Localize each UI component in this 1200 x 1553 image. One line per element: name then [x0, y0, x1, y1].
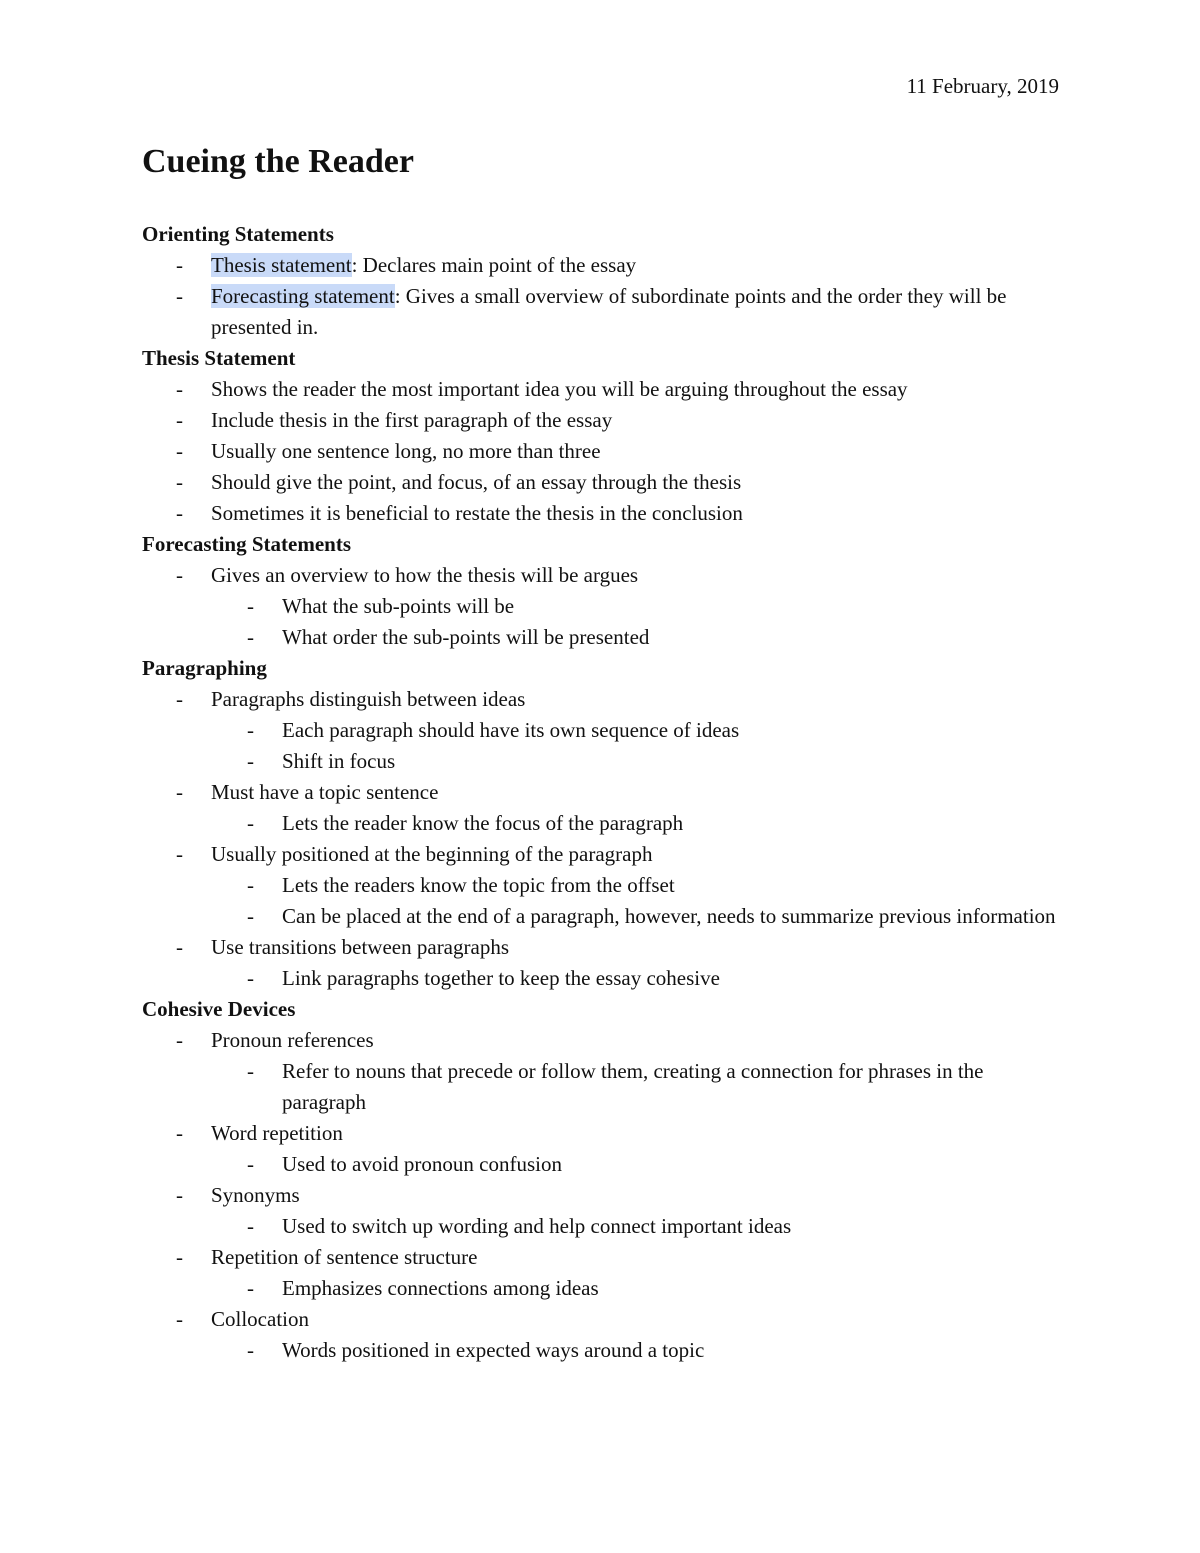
sub-list-item: [142, 1335, 1062, 1366]
sub-list-item-text: Emphasizes connections among ideas: [282, 1276, 599, 1300]
section-heading: Paragraphing: [142, 656, 267, 680]
list-item: [142, 777, 1062, 808]
list-item-text: Include thesis in the first paragraph of the essay: [211, 408, 613, 432]
list-item-text: : Gives a small overview of subordinate points and the order they will be presented in.: [211, 284, 1007, 339]
document-date: 11 February, 2019: [906, 74, 1059, 98]
document-title: Cueing the Reader: [142, 143, 414, 180]
bullet-dash-icon: -: [247, 1214, 254, 1238]
list-item: [142, 839, 1062, 870]
bullet-dash-icon: -: [176, 687, 183, 711]
section-heading: Thesis Statement: [142, 346, 296, 370]
list-item: [142, 1304, 1062, 1335]
sub-list-item-text: Words positioned in expected ways around a topic: [282, 1338, 705, 1362]
bullet-dash-icon: -: [176, 780, 183, 804]
bullet-dash-icon: -: [176, 1245, 183, 1269]
sub-list-item-text: What the sub-points will be: [282, 594, 515, 618]
sub-list-item: [142, 901, 1062, 932]
list-item-text: Pronoun references: [211, 1028, 374, 1052]
list-item: [142, 1025, 1062, 1056]
bullet-dash-icon: -: [176, 1028, 183, 1052]
bullet-dash-icon: -: [176, 439, 183, 463]
sub-list-item-text: Can be placed at the end of a paragraph, however, needs to summarize previous information: [282, 904, 1056, 928]
list-item-text: Should give the point, and focus, of an essay through the thesis: [211, 470, 742, 494]
list-item: [142, 1180, 1062, 1211]
list-item-text: Collocation: [211, 1307, 309, 1331]
list-item: [142, 374, 1062, 405]
bullet-dash-icon: -: [247, 873, 254, 897]
list-item-text: Usually one sentence long, no more than three: [211, 439, 601, 463]
list-item: [142, 932, 1062, 963]
bullet-dash-icon: -: [247, 1152, 254, 1176]
bullet-dash-icon: -: [247, 1338, 254, 1362]
bullet-dash-icon: -: [247, 1059, 254, 1083]
bullet-dash-icon: -: [176, 501, 183, 525]
sub-list-item: [142, 963, 1062, 994]
sub-list-item: [142, 746, 1062, 777]
section-heading: Orienting Statements: [142, 222, 334, 246]
sub-list-item-text: Shift in focus: [282, 749, 396, 773]
document-body: [142, 219, 1062, 1366]
sub-list-item: [142, 870, 1062, 901]
list-item: [142, 560, 1062, 591]
list-item-text: Usually positioned at the beginning of the paragraph: [211, 842, 653, 866]
bullet-dash-icon: -: [247, 966, 254, 990]
list-item: [142, 281, 1062, 343]
bullet-dash-icon: -: [176, 408, 183, 432]
bullet-dash-icon: -: [176, 842, 183, 866]
bullet-dash-icon: -: [176, 253, 183, 277]
sub-list-item-text: Used to avoid pronoun confusion: [282, 1152, 562, 1176]
highlighted-term: Thesis statement: [211, 253, 352, 277]
bullet-dash-icon: -: [247, 594, 254, 618]
list-item: [142, 405, 1062, 436]
list-item-text: Must have a topic sentence: [211, 780, 439, 804]
sub-list-item-text: Each paragraph should have its own sequence of ideas: [282, 718, 740, 742]
bullet-dash-icon: -: [247, 718, 254, 742]
list-item: [142, 1242, 1062, 1273]
sub-list-item: [142, 1056, 1062, 1118]
bullet-dash-icon: -: [247, 625, 254, 649]
sub-list-item: [142, 808, 1062, 839]
list-item-text: Gives an overview to how the thesis will be argues: [211, 563, 639, 587]
list-item: [142, 467, 1062, 498]
sub-list-item-text: Link paragraphs together to keep the essay cohesive: [282, 966, 720, 990]
list-item-text: : Declares main point of the essay: [351, 253, 637, 277]
list-item: [142, 250, 1062, 281]
bullet-dash-icon: -: [176, 563, 183, 587]
list-item: [142, 436, 1062, 467]
sub-list-item: [142, 1149, 1062, 1180]
sub-list-item: [142, 622, 1062, 653]
list-item-text: Synonyms: [211, 1183, 300, 1207]
list-item: [142, 498, 1062, 529]
sub-list-item-text: Lets the readers know the topic from the offset: [282, 873, 675, 897]
bullet-dash-icon: -: [176, 935, 183, 959]
bullet-dash-icon: -: [176, 377, 183, 401]
bullet-dash-icon: -: [247, 811, 254, 835]
section-heading: Cohesive Devices: [142, 997, 296, 1021]
list-item-text: Repetition of sentence structure: [211, 1245, 478, 1269]
sub-list-item: [142, 1211, 1062, 1242]
list-item-text: Shows the reader the most important idea you will be arguing throughout the essay: [211, 377, 908, 401]
sub-list-item-text: Lets the reader know the focus of the paragraph: [282, 811, 684, 835]
bullet-dash-icon: -: [176, 284, 183, 308]
sub-list-item: [142, 1273, 1062, 1304]
list-item: [142, 684, 1062, 715]
sub-list-item: [142, 715, 1062, 746]
bullet-dash-icon: -: [247, 749, 254, 773]
list-item-text: Sometimes it is beneficial to restate the thesis in the conclusion: [211, 501, 743, 525]
highlighted-term: Forecasting statement: [211, 284, 395, 308]
list-item-text: Use transitions between paragraphs: [211, 935, 509, 959]
bullet-dash-icon: -: [176, 1307, 183, 1331]
sub-list-item-text: Used to switch up wording and help connect important ideas: [282, 1214, 792, 1238]
section-heading: Forecasting Statements: [142, 532, 351, 556]
list-item-text: Paragraphs distinguish between ideas: [211, 687, 526, 711]
sub-list-item: [142, 591, 1062, 622]
bullet-dash-icon: -: [247, 1276, 254, 1300]
bullet-dash-icon: -: [176, 1121, 183, 1145]
bullet-dash-icon: -: [176, 1183, 183, 1207]
sub-list-item-text: What order the sub-points will be presented: [282, 625, 650, 649]
list-item: [142, 1118, 1062, 1149]
bullet-dash-icon: -: [247, 904, 254, 928]
bullet-dash-icon: -: [176, 470, 183, 494]
list-item-text: Word repetition: [211, 1121, 343, 1145]
sub-list-item-text: Refer to nouns that precede or follow them, creating a connection for phrases in the paragraph: [282, 1059, 984, 1114]
